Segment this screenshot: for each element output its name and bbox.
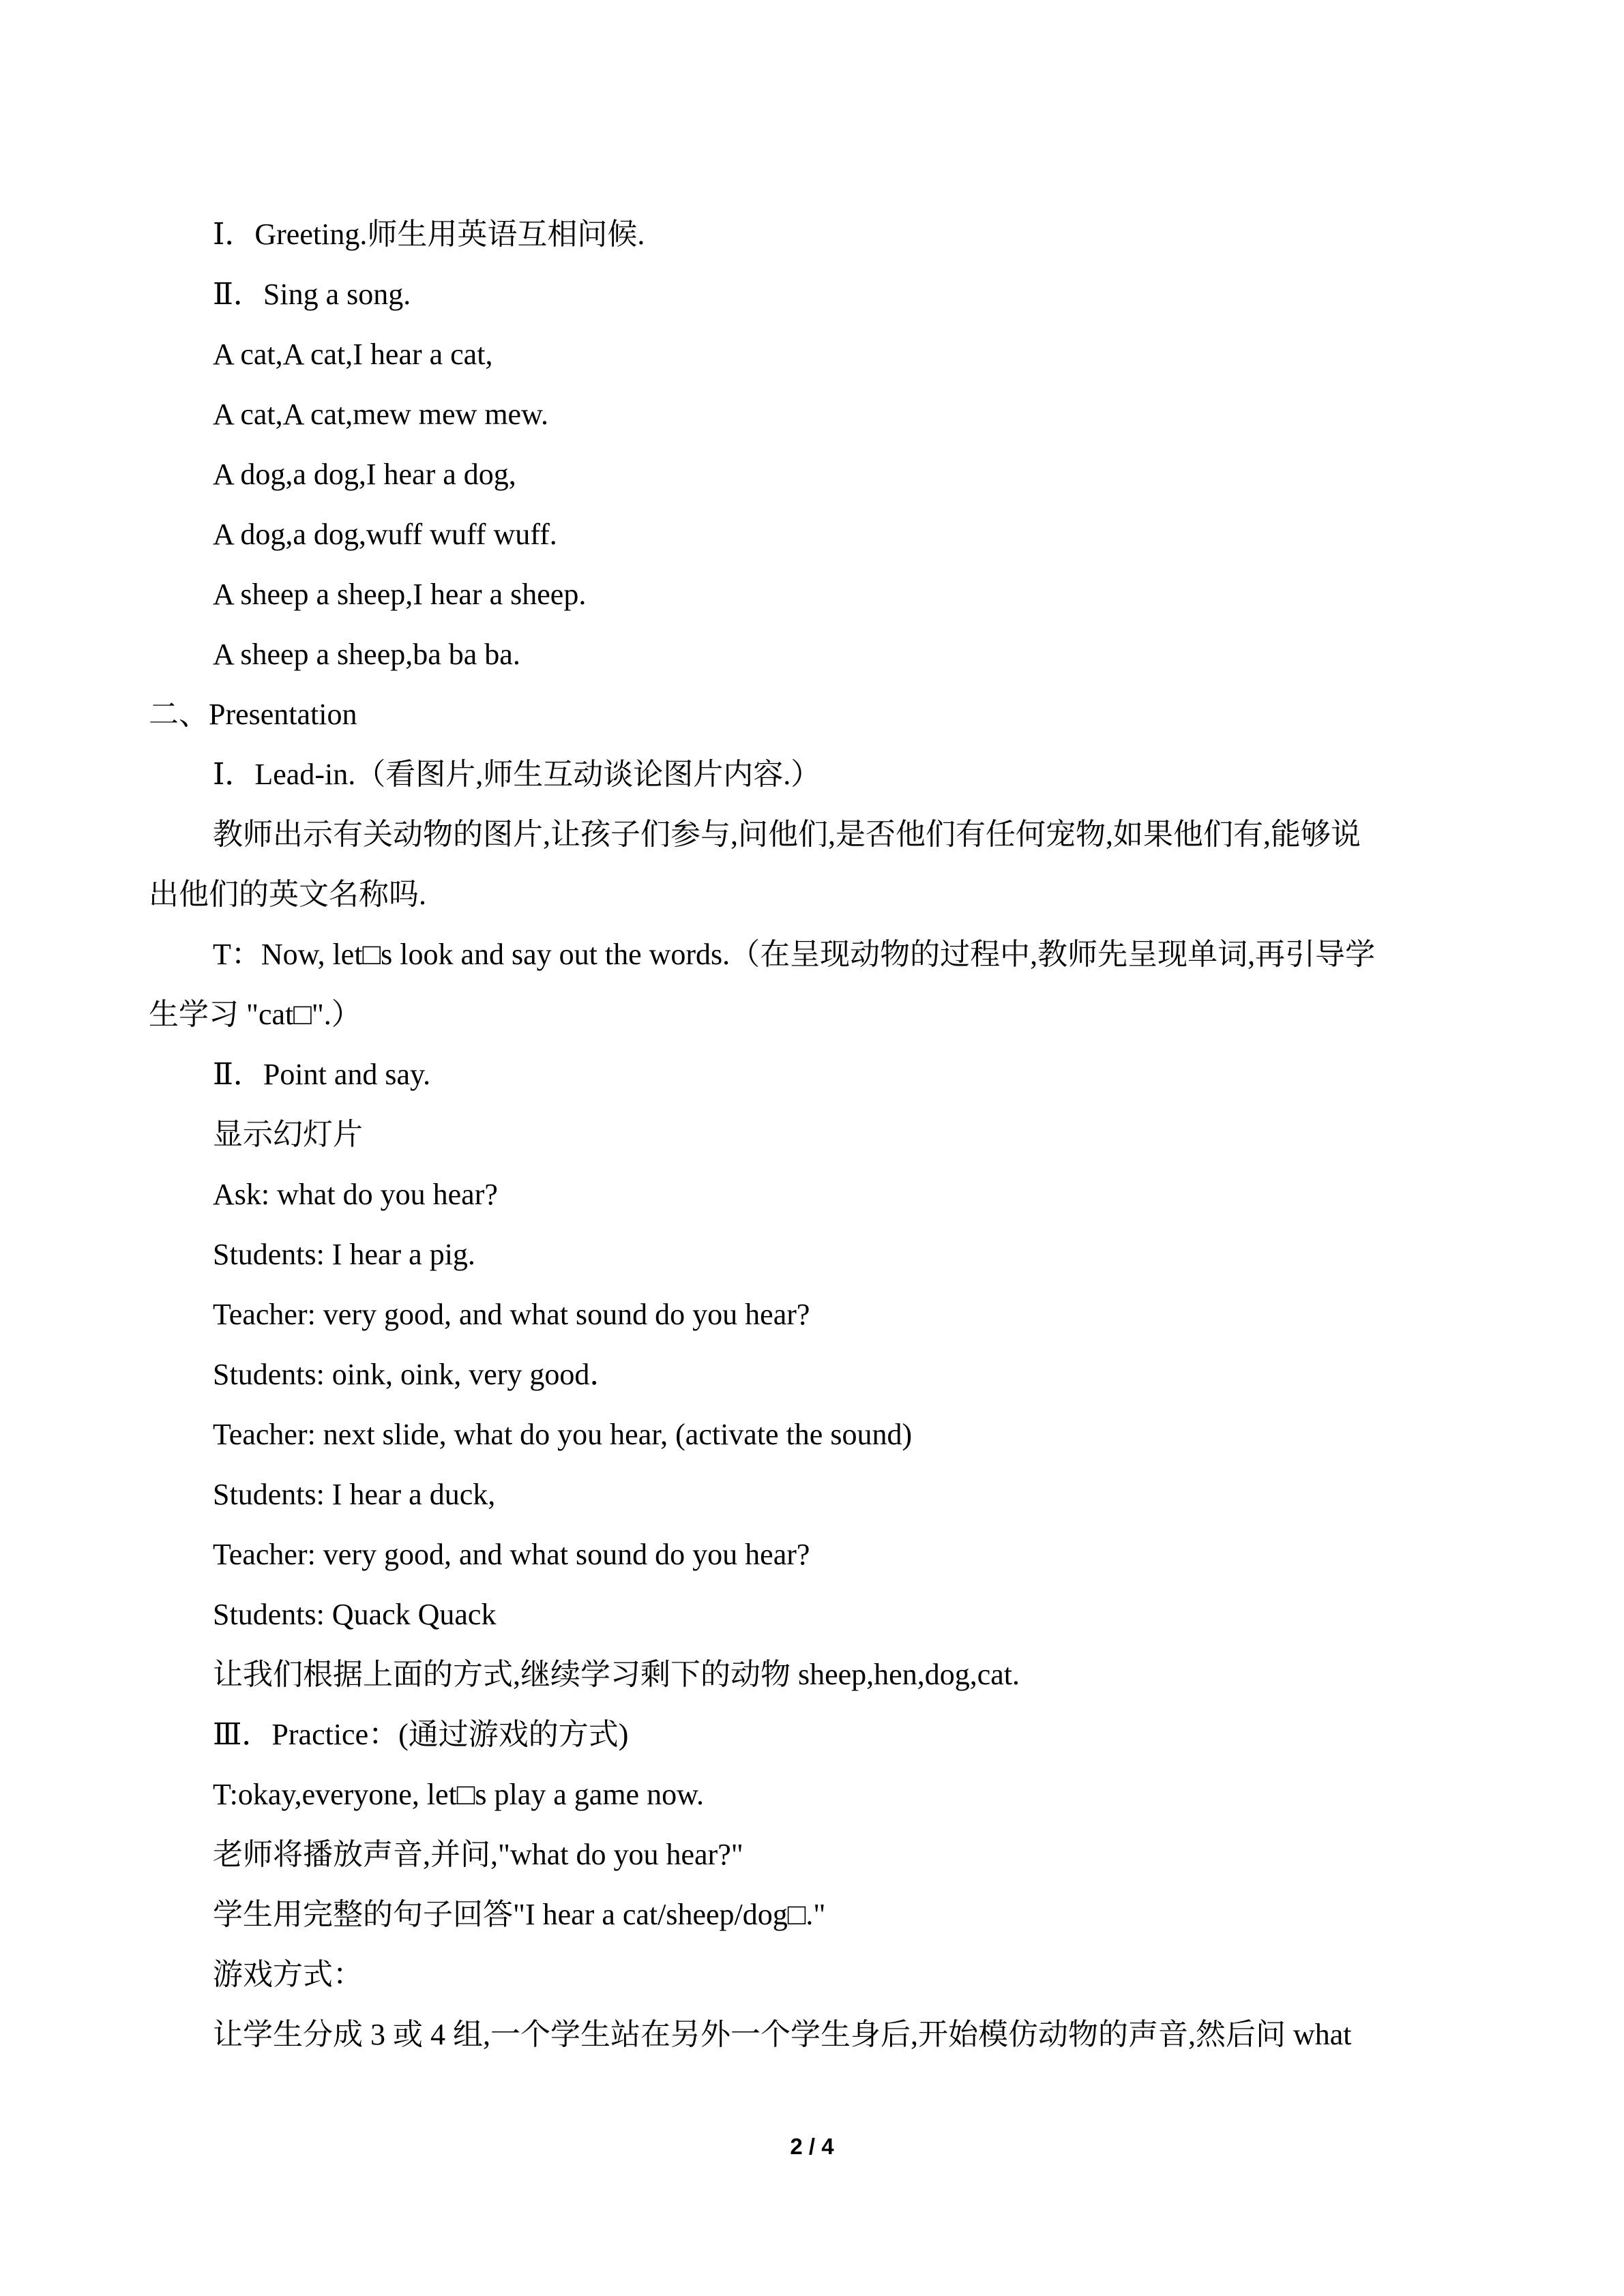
text-line: Students: oink, oink, very good． — [213, 1358, 620, 1391]
text-line: Ⅰ．Lead-in.（看图片,师生互动谈论图片内容.） — [213, 758, 821, 791]
text-line: Ⅲ．Practice：(通过游戏的方式) — [213, 1718, 629, 1751]
text-line: A dog,a dog,I hear a dog, — [213, 458, 516, 491]
text-line: Teacher: very good, and what sound do you hear? — [213, 1538, 810, 1571]
text-line: A cat,A cat,I hear a cat, — [213, 338, 493, 371]
paragraph-line: 教师出示有关动物的图片,让孩子们参与,问他们,是否他们有任何宠物,如果他们有,能够说 — [213, 818, 1361, 851]
text-line: Students: I hear a pig. — [213, 1238, 475, 1271]
text-line: Ⅰ．Greeting.师生用英语互相问候. — [213, 218, 645, 251]
text-line: Ask: what do you hear? — [213, 1178, 498, 1211]
text-line: 让学生分成 3 或 4 组,一个学生站在另外一个学生身后,开始模仿动物的声音,然后问 what — [213, 2018, 1352, 2051]
text-line: A sheep a sheep,ba ba ba. — [213, 638, 520, 671]
paragraph-line: T：Now, let□s look and say out the words.（在呈现动物的过程中,教师先呈现单词,再引导学 — [213, 938, 1376, 971]
text-line: Teacher: next slide, what do you hear, (activate the sound) — [213, 1418, 913, 1451]
page-number: 2 / 4 — [790, 2134, 834, 2159]
text-line: T:okay,everyone, let□s play a game now. — [213, 1778, 704, 1811]
text-line: Students: Quack Quack — [213, 1598, 497, 1631]
text-line: 让我们根据上面的方式,继续学习剩下的动物 sheep,hen,dog,cat. — [213, 1658, 1020, 1691]
text-line: A cat,A cat,mew mew mew. — [213, 398, 548, 431]
paragraph-line: 生学习 "cat□".） — [149, 998, 361, 1031]
text-line: Ⅱ．Sing a song. — [213, 278, 411, 311]
text-line: A sheep a sheep,I hear a sheep. — [213, 578, 587, 611]
text-line: 老师将播放声音,并问,"what do you hear?" — [213, 1838, 743, 1871]
paragraph-line: 出他们的英文名称吗. — [149, 878, 426, 911]
text-line: 游戏方式： — [213, 1958, 363, 1991]
text-line: A dog,a dog,wuff wuff wuff. — [213, 518, 557, 551]
text-line: 学生用完整的句子回答"I hear a cat/sheep/dog□." — [213, 1898, 826, 1931]
text-line: Ⅱ．Point and say. — [213, 1058, 431, 1091]
text-line: 显示幻灯片 — [213, 1118, 363, 1151]
text-line: Students: I hear a duck, — [213, 1478, 496, 1511]
text-line: Teacher: very good, and what sound do you hear? — [213, 1298, 810, 1331]
section-heading: 二、Presentation — [149, 698, 357, 731]
